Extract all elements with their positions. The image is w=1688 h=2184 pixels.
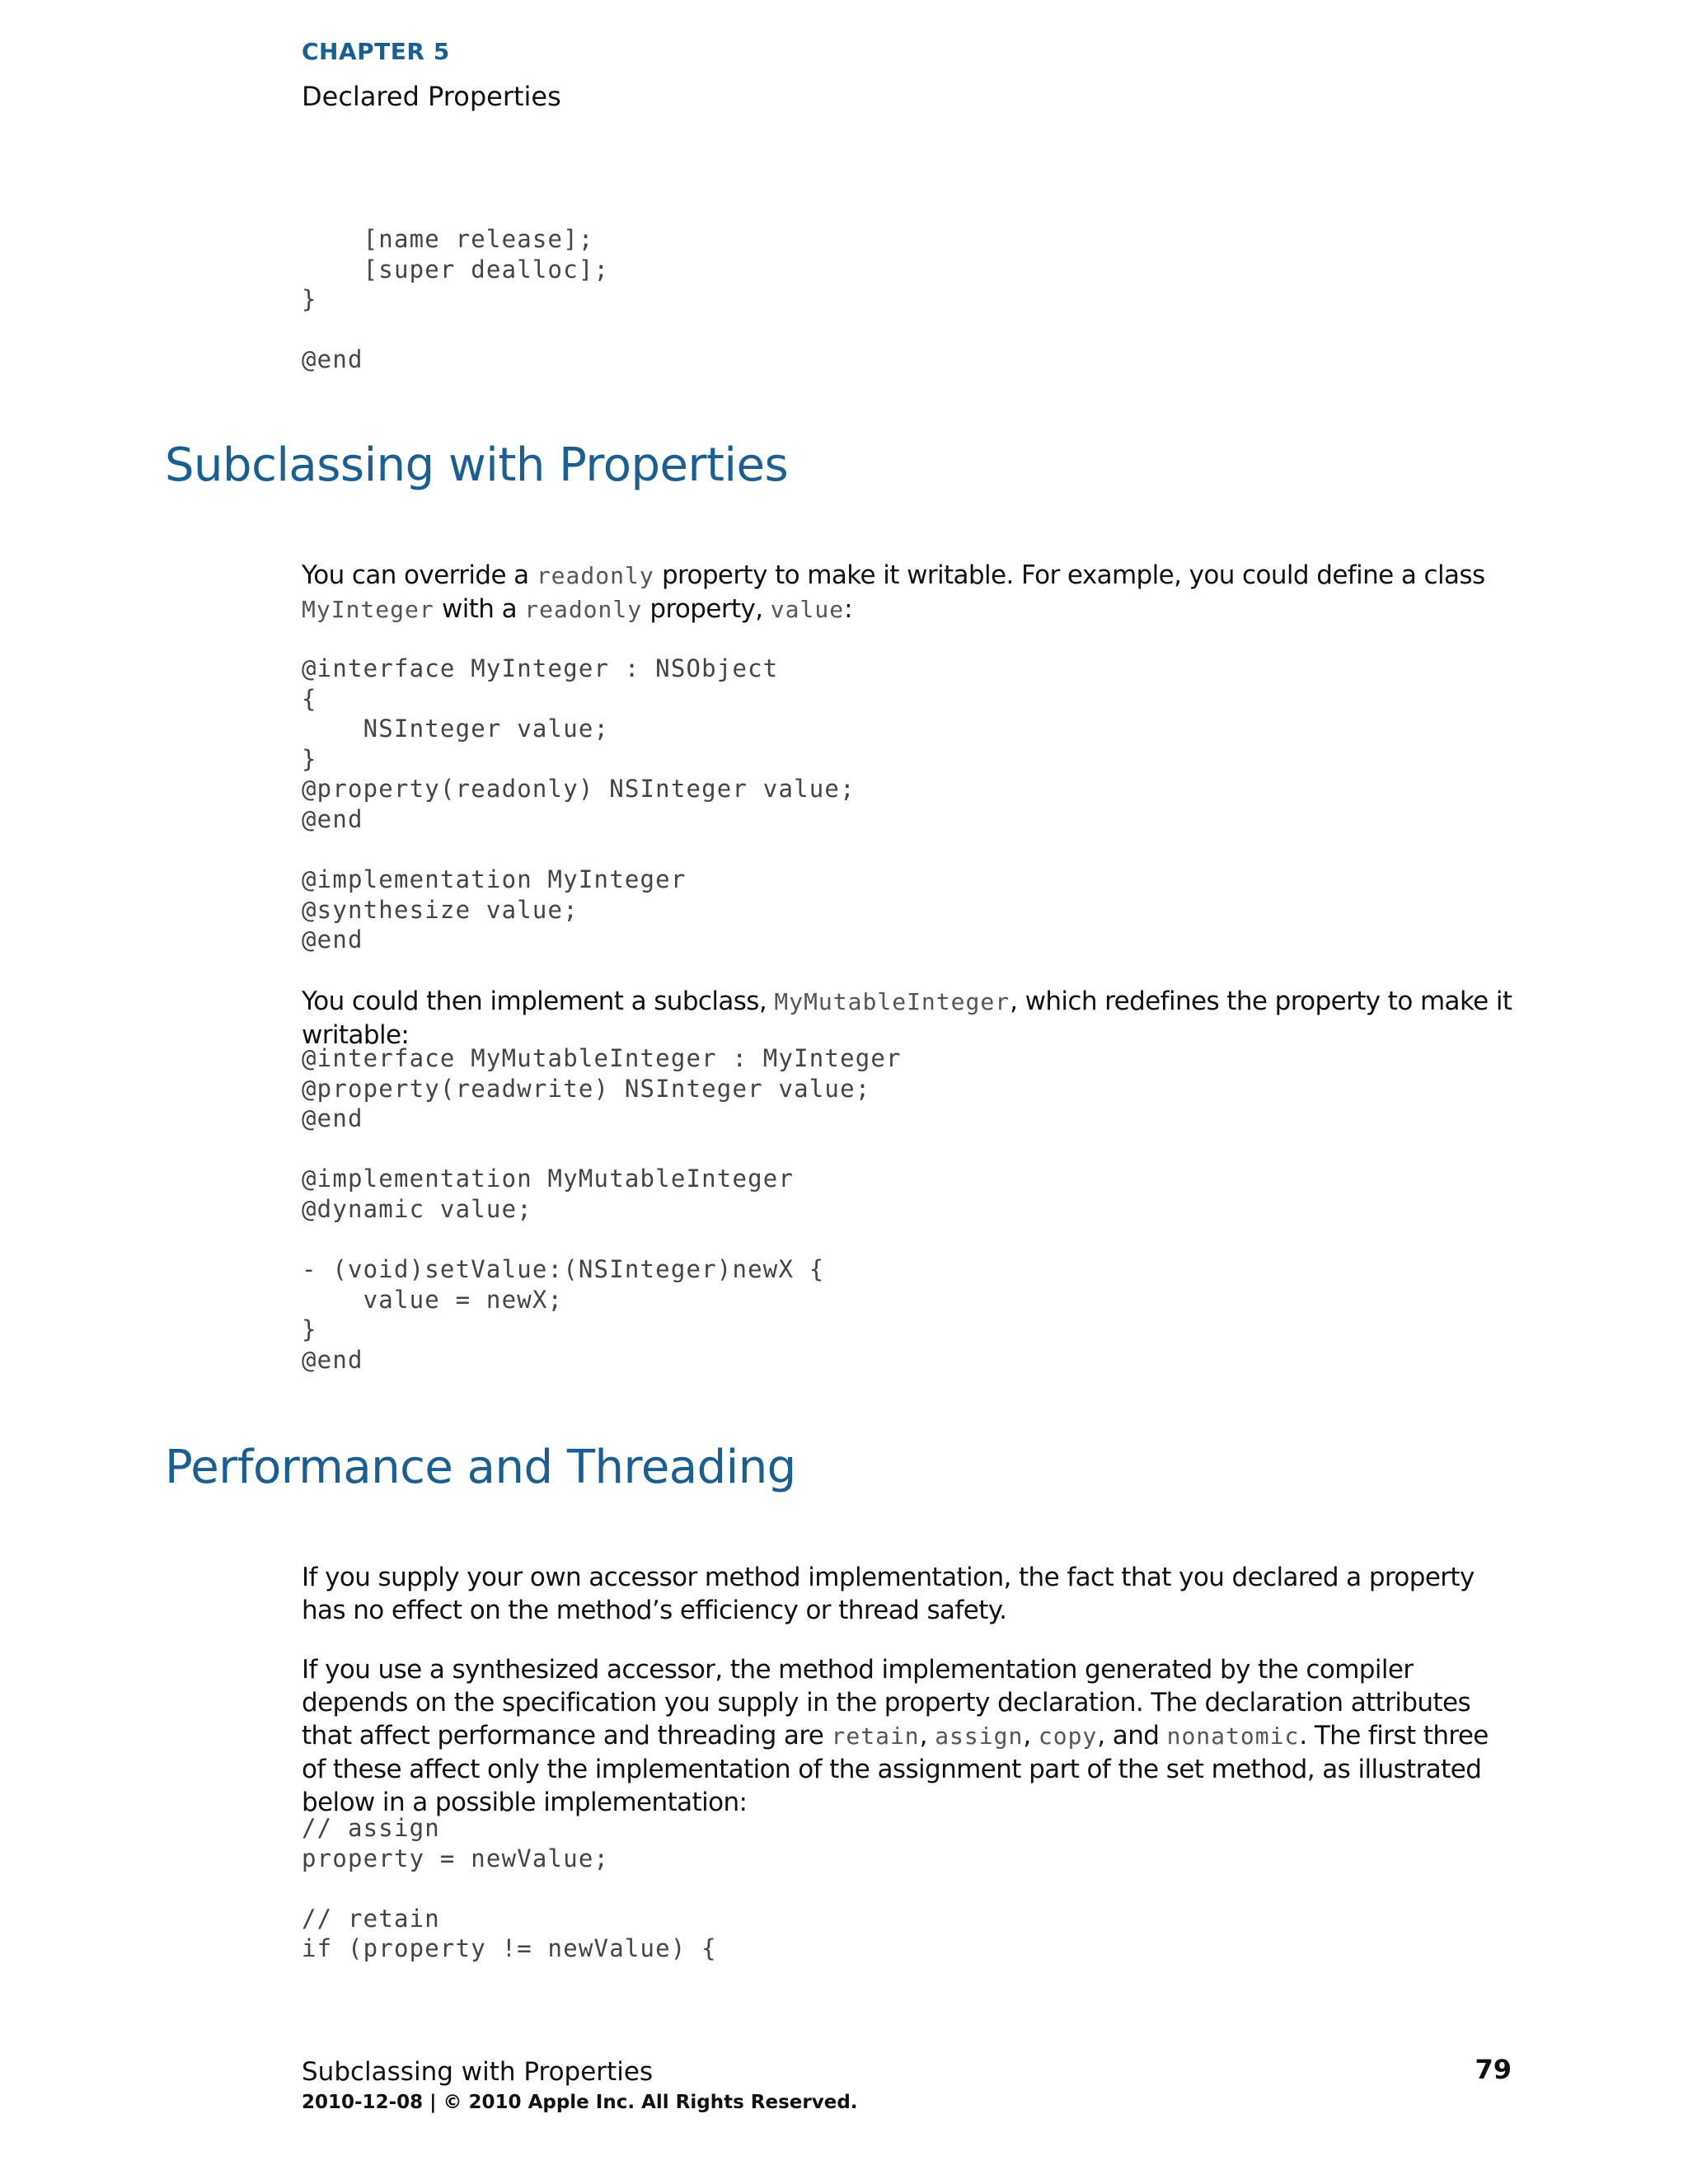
section-heading-performance: Performance and Threading [165, 1441, 796, 1494]
chapter-label: CHAPTER 5 [302, 38, 450, 65]
paragraph-accessor-efficiency: If you supply your own accessor method implementation, the fact that you declared a property has no effect on the method’s efficiency or thread safety. [302, 1563, 1475, 1625]
footer-copyright: 2010-12-08 | © 2010 Apple Inc. All Rights Reserved. [302, 2092, 858, 2113]
section-heading-subclassing: Subclassing with Properties [165, 438, 789, 492]
code-block-myinteger: @interface MyInteger : NSObject { NSInteger value; } @property(readonly) NSInteger value; @end @implementation MyInteger @synthesize value; @end [302, 654, 856, 954]
code-block-continuation: [name release]; [super dealloc]; } @end [302, 225, 610, 374]
code-block-assign-retain: // assign property = newValue; // retain if (property != newValue) { [302, 1814, 717, 1963]
paragraph-synthesized-accessor: If you use a synthesized accessor, the method implementation generated by the compiler depends on the specification you supply in the property declaration. The declaration attributes that affect performance and threading are retain, assign, copy, and nonatomic. The first three of these affect only the implementation of the assignment part of the set method, as illustrated below in a possible implementation: [302, 1655, 1489, 1817]
footer-section-title: Subclassing with Properties [302, 2057, 654, 2087]
chapter-title: Declared Properties [302, 81, 561, 112]
page-number: 79 [1475, 2054, 1512, 2085]
paragraph-override-readonly: You can override a readonly property to make it writable. For example, you could define a class MyInteger with a readonly property, value: [302, 560, 1485, 624]
paragraph-subclass: You could then implement a subclass, MyMutableInteger, which redefines the property to make it writable: [302, 987, 1512, 1050]
code-block-mymutableinteger: @interface MyMutableInteger : MyInteger @property(readwrite) NSInteger value; @end @implementation MyMutableInteger @dynamic value; - (void)setValue:(NSInteger)newX { value = newX; } @end [302, 1044, 902, 1374]
